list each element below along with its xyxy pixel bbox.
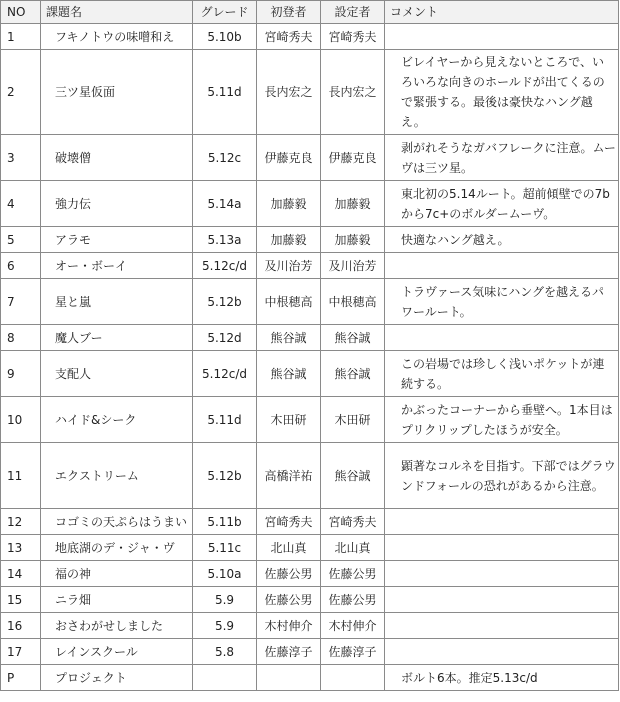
route-grade: 5.11b xyxy=(193,509,257,535)
route-name: エクストリーム xyxy=(41,443,193,509)
route-first-ascent: 加藤毅 xyxy=(257,181,321,227)
header-setter: 設定者 xyxy=(321,1,385,24)
route-setter: 長内宏之 xyxy=(321,50,385,135)
table-row xyxy=(1,397,619,443)
route-no: 8 xyxy=(1,325,41,351)
route-comment xyxy=(385,639,619,665)
route-name: レインスクール xyxy=(41,639,193,665)
route-setter: 宮崎秀夫 xyxy=(321,24,385,50)
route-comment: かぶったコーナーから垂壁へ。1本目はプリクリップしたほうが安全。 xyxy=(385,397,619,443)
route-name: 魔人ブー xyxy=(41,325,193,351)
route-no: 15 xyxy=(1,587,41,613)
route-no: 3 xyxy=(1,135,41,181)
route-no: 10 xyxy=(1,397,41,443)
table-row xyxy=(1,639,619,665)
route-first-ascent: 宮崎秀夫 xyxy=(257,509,321,535)
route-first-ascent: 佐藤淳子 xyxy=(257,639,321,665)
route-setter: 熊谷誠 xyxy=(321,325,385,351)
route-comment xyxy=(385,24,619,50)
table-row xyxy=(1,181,619,227)
table-row xyxy=(1,613,619,639)
route-first-ascent: 佐藤公男 xyxy=(257,587,321,613)
table-row xyxy=(1,325,619,351)
route-setter: 佐藤淳子 xyxy=(321,639,385,665)
route-no: 4 xyxy=(1,181,41,227)
route-setter: 熊谷誠 xyxy=(321,351,385,397)
route-name: 地底湖のデ・ジャ・ヴ xyxy=(41,535,193,561)
route-no: 12 xyxy=(1,509,41,535)
route-setter xyxy=(321,665,385,691)
route-setter: 木田研 xyxy=(321,397,385,443)
route-setter: 木村伸介 xyxy=(321,613,385,639)
route-comment: ボルト6本。推定5.13c/d xyxy=(385,665,619,691)
route-comment: トラヴァース気味にハングを越えるパワールート。 xyxy=(385,279,619,325)
route-comment xyxy=(385,535,619,561)
table-row xyxy=(1,24,619,50)
route-no: 1 xyxy=(1,24,41,50)
route-grade xyxy=(193,665,257,691)
route-first-ascent: 加藤毅 xyxy=(257,227,321,253)
table-row xyxy=(1,443,619,509)
route-grade: 5.12b xyxy=(193,443,257,509)
route-comment: ビレイヤーから見えないところで、いろいろな向きのホールドが出てくるので緊張する。最後は豪快なハング越え。 xyxy=(385,50,619,135)
route-comment xyxy=(385,561,619,587)
route-grade: 5.11d xyxy=(193,397,257,443)
route-comment xyxy=(385,613,619,639)
route-no: 14 xyxy=(1,561,41,587)
route-setter: 及川治芳 xyxy=(321,253,385,279)
route-grade: 5.12c/d xyxy=(193,351,257,397)
route-first-ascent: 及川治芳 xyxy=(257,253,321,279)
route-grade: 5.11c xyxy=(193,535,257,561)
table-row xyxy=(1,279,619,325)
route-grade: 5.8 xyxy=(193,639,257,665)
route-first-ascent: 宮崎秀夫 xyxy=(257,24,321,50)
route-name: アラモ xyxy=(41,227,193,253)
route-name: ニラ畑 xyxy=(41,587,193,613)
route-comment: 快適なハング越え。 xyxy=(385,227,619,253)
table-row xyxy=(1,227,619,253)
route-setter: 中根穂高 xyxy=(321,279,385,325)
header-no: NO xyxy=(1,1,41,24)
route-name: 破壊僧 xyxy=(41,135,193,181)
table-row xyxy=(1,587,619,613)
table-row xyxy=(1,561,619,587)
header-route-name: 課題名 xyxy=(41,1,193,24)
route-name: 支配人 xyxy=(41,351,193,397)
route-setter: 加藤毅 xyxy=(321,181,385,227)
route-name: 強力伝 xyxy=(41,181,193,227)
route-grade: 5.9 xyxy=(193,613,257,639)
route-name: 三ツ星仮面 xyxy=(41,50,193,135)
route-comment: 顕著なコルネを目指す。下部ではグラウンドフォールの恐れがあるから注意。 xyxy=(385,443,619,509)
route-comment xyxy=(385,509,619,535)
route-name: フキノトウの味噌和え xyxy=(41,24,193,50)
table-row xyxy=(1,351,619,397)
route-no: 5 xyxy=(1,227,41,253)
route-name: プロジェクト xyxy=(41,665,193,691)
route-grade: 5.9 xyxy=(193,587,257,613)
route-no: 16 xyxy=(1,613,41,639)
route-setter: 佐藤公男 xyxy=(321,561,385,587)
route-grade: 5.12d xyxy=(193,325,257,351)
route-first-ascent: 熊谷誠 xyxy=(257,325,321,351)
route-name: おさわがせしました xyxy=(41,613,193,639)
route-no: 17 xyxy=(1,639,41,665)
route-grade: 5.10b xyxy=(193,24,257,50)
route-no: 2 xyxy=(1,50,41,135)
table-row xyxy=(1,253,619,279)
route-name: 福の神 xyxy=(41,561,193,587)
route-setter: 宮崎秀夫 xyxy=(321,509,385,535)
route-first-ascent: 北山真 xyxy=(257,535,321,561)
route-grade: 5.14a xyxy=(193,181,257,227)
route-comment: この岩場では珍しく浅いポケットが連続する。 xyxy=(385,351,619,397)
route-no: 9 xyxy=(1,351,41,397)
route-grade: 5.13a xyxy=(193,227,257,253)
route-first-ascent xyxy=(257,665,321,691)
route-setter: 熊谷誠 xyxy=(321,443,385,509)
route-grade: 5.10a xyxy=(193,561,257,587)
route-grade: 5.12b xyxy=(193,279,257,325)
route-comment xyxy=(385,253,619,279)
route-no: 7 xyxy=(1,279,41,325)
route-name: 星と嵐 xyxy=(41,279,193,325)
route-first-ascent: 熊谷誠 xyxy=(257,351,321,397)
route-first-ascent: 木村伸介 xyxy=(257,613,321,639)
route-setter: 北山真 xyxy=(321,535,385,561)
route-comment: 剥がれそうなガバフレークに注意。ムーヴは三ツ星。 xyxy=(385,135,619,181)
route-grade: 5.11d xyxy=(193,50,257,135)
route-grade: 5.12c/d xyxy=(193,253,257,279)
header-grade: グレード xyxy=(193,1,257,24)
route-comment: 東北初の5.14ルート。超前傾壁での7bから7c+のボルダームーヴ。 xyxy=(385,181,619,227)
route-first-ascent: 高橋洋祐 xyxy=(257,443,321,509)
route-first-ascent: 佐藤公男 xyxy=(257,561,321,587)
table-row xyxy=(1,135,619,181)
route-first-ascent: 木田研 xyxy=(257,397,321,443)
route-no: 11 xyxy=(1,443,41,509)
route-no: 13 xyxy=(1,535,41,561)
route-first-ascent: 伊藤克良 xyxy=(257,135,321,181)
route-name: ハイド&シーク xyxy=(41,397,193,443)
table-body xyxy=(1,24,619,691)
table-row xyxy=(1,50,619,135)
route-first-ascent: 中根穂高 xyxy=(257,279,321,325)
header-row xyxy=(1,1,619,24)
header-first-ascent: 初登者 xyxy=(257,1,321,24)
header-comment: コメント xyxy=(385,1,619,24)
route-setter: 佐藤公男 xyxy=(321,587,385,613)
route-no: 6 xyxy=(1,253,41,279)
route-first-ascent: 長内宏之 xyxy=(257,50,321,135)
table-row xyxy=(1,509,619,535)
table-row xyxy=(1,665,619,691)
route-name: オー・ボーイ xyxy=(41,253,193,279)
route-setter: 伊藤克良 xyxy=(321,135,385,181)
route-setter: 加藤毅 xyxy=(321,227,385,253)
route-comment xyxy=(385,587,619,613)
route-comment xyxy=(385,325,619,351)
route-no: P xyxy=(1,665,41,691)
route-name: コゴミの天ぷらはうまい xyxy=(41,509,193,535)
table-row xyxy=(1,535,619,561)
route-grade: 5.12c xyxy=(193,135,257,181)
